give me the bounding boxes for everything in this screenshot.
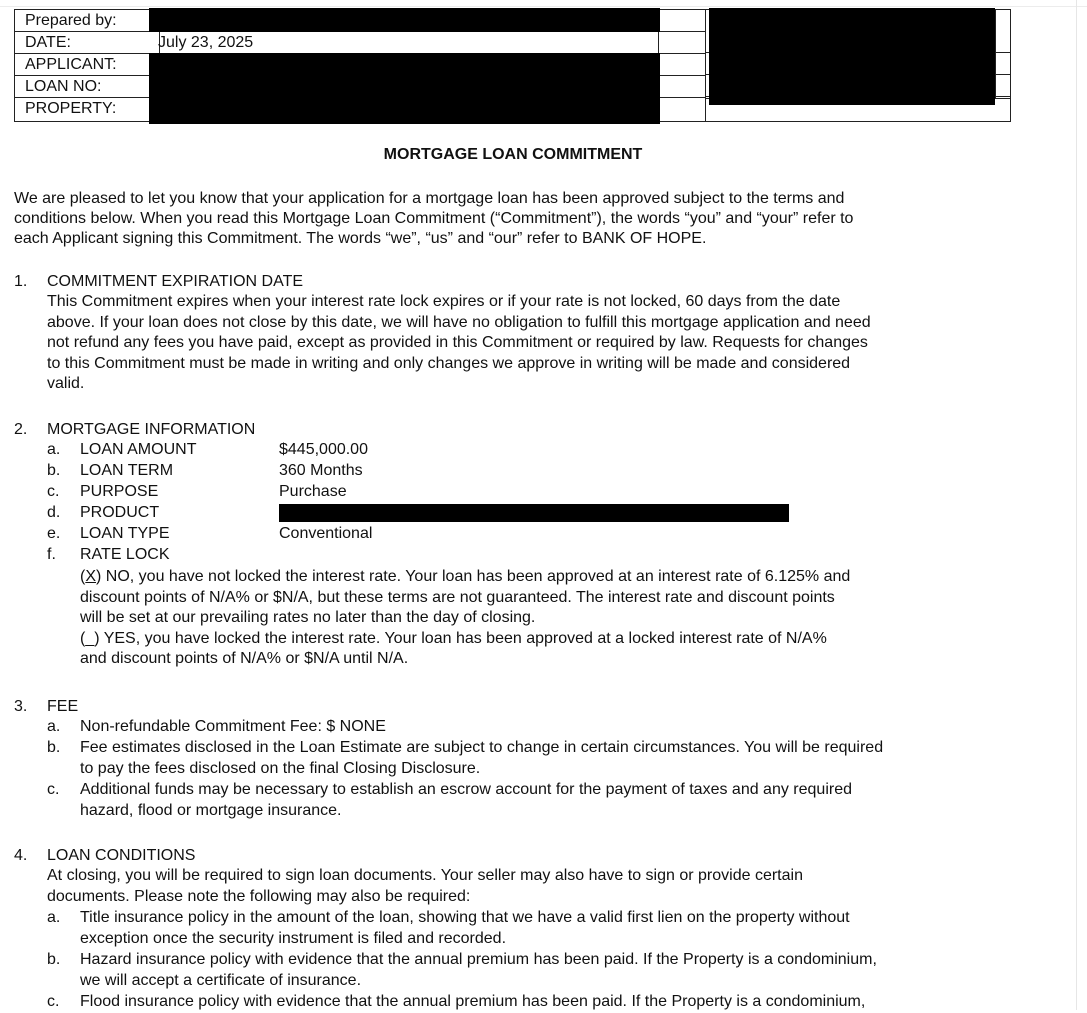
condition-item-text	[80, 992, 1020, 1013]
intro-paragraph	[14, 189, 1014, 249]
item-line: Fee estimates disclosed in the Loan Estimate are subject to change in certain circumstances. You will be required	[80, 739, 884, 756]
redaction-block	[149, 8, 660, 32]
loan-no-label: LOAN NO:	[15, 76, 160, 97]
item-letter: e.	[47, 525, 61, 542]
item-letter: c.	[47, 483, 60, 500]
header-table	[14, 9, 1011, 122]
section-heading: MORTGAGE INFORMATION	[47, 421, 256, 438]
rate-lock-no-line: discount points of N/A% or $N/A, but these terms are not guaranteed. The interest rate and discount points	[80, 588, 835, 606]
property-label: PROPERTY:	[15, 98, 160, 119]
item-letter: a.	[47, 441, 61, 458]
rate-lock-label: RATE LOCK	[80, 546, 170, 563]
rate-lock-yes-line: and discount points of N/A% or $N/A until N/A.	[80, 650, 409, 667]
fee-item-text	[80, 717, 1020, 738]
body-line: valid.	[47, 375, 85, 392]
section-number: 1.	[14, 273, 28, 290]
body-line: not refund any fees you have paid, except as provided in this Commitment or required by law. Requests for changes	[47, 334, 868, 351]
item-letter: c.	[47, 993, 60, 1010]
section-body	[47, 292, 1012, 395]
row-date	[15, 32, 705, 54]
item-letter: a.	[47, 909, 61, 926]
section-number: 2.	[14, 421, 28, 438]
item-line: exception once the security instrument is filed and recorded.	[80, 929, 507, 947]
section-heading: LOAN CONDITIONS	[47, 847, 196, 864]
fee-item-text	[80, 780, 1020, 821]
loan-term-label: LOAN TERM	[80, 462, 174, 479]
item-letter: b.	[47, 951, 61, 968]
redaction-block	[709, 8, 995, 105]
date-label: DATE:	[15, 32, 160, 53]
item-letter: d.	[47, 504, 61, 521]
item-line: we will accept a certificate of insurance.	[80, 971, 362, 989]
item-line: Flood insurance policy with evidence that the annual premium has been paid. If the Property is a condominium,	[80, 993, 866, 1010]
item-letter: a.	[47, 718, 61, 735]
item-letter: b.	[47, 462, 61, 479]
condition-item-text	[80, 950, 1020, 991]
condition-item-text	[80, 908, 1020, 949]
item-letter: c.	[47, 781, 60, 798]
body-line: to this Commitment must be made in writing and only changes we approve in writing will be made and considered	[47, 354, 851, 372]
loan-type-label: LOAN TYPE	[80, 525, 170, 542]
intro-line: We are pleased to let you know that your application for a mortgage loan has been approved subject to the terms and	[14, 190, 845, 207]
rate-lock-no-line: will be set at our prevailing rates no later than the day of closing.	[80, 609, 536, 626]
item-letter: f.	[47, 546, 56, 563]
item-line: Hazard insurance policy with evidence that the annual premium has been paid. If the Property is a condominium,	[80, 951, 877, 968]
loan-type-value: Conventional	[279, 525, 373, 542]
section-number: 3.	[14, 698, 28, 715]
fee-item-text	[80, 738, 1020, 779]
product-label: PRODUCT	[80, 504, 160, 521]
document-title: MORTGAGE LOAN COMMITMENT	[383, 146, 643, 163]
item-line: to pay the fees disclosed on the final Closing Disclosure.	[80, 759, 481, 777]
redaction-block	[149, 53, 660, 124]
item-line: hazard, flood or mortgage insurance.	[80, 801, 342, 819]
body-line: documents. Please note the following may also be required:	[47, 887, 471, 905]
intro-line: each Applicant signing this Commitment. The words “we”, “us” and “our” refer to BANK OF HOPE.	[14, 230, 707, 247]
body-line: This Commitment expires when your interest rate lock expires or if your rate is not locked, 60 days from the date	[47, 293, 841, 310]
rate-lock-no-text: NO, you have not locked the interest rate. Your loan has been approved at an interest rate of 6.125% and	[105, 568, 851, 585]
section-body	[47, 866, 1012, 907]
section-heading: FEE	[47, 698, 79, 715]
item-line: Additional funds may be necessary to establish an escrow account for the payment of taxes and any required	[80, 781, 852, 798]
rate-lock-no-line: (X) NO, you have not locked the interest rate. Your loan has been approved at an interest rate of 6.125% and	[80, 568, 851, 585]
page-right-border	[1076, 0, 1077, 1010]
purpose-value: Purchase	[279, 483, 347, 500]
loan-amount-value: $445,000.00	[279, 441, 368, 458]
loan-term-value: 360 Months	[279, 462, 363, 479]
body-line: At closing, you will be required to sign loan documents. Your seller may also have to sign or provide certain	[47, 867, 803, 884]
prepared-by-label: Prepared by:	[15, 10, 160, 31]
section-number: 4.	[14, 847, 28, 864]
date-value: July 23, 2025	[158, 34, 254, 51]
item-line: Non-refundable Commitment Fee: $ NONE	[80, 718, 386, 735]
intro-line: conditions below. When you read this Mortgage Loan Commitment (“Commitment”), the words “you” and “your” refer to	[14, 210, 854, 227]
item-line: Title insurance policy in the amount of the loan, showing that we have a valid first lien on the property without	[80, 909, 850, 926]
redaction-block	[279, 504, 789, 522]
loan-amount-label: LOAN AMOUNT	[80, 441, 197, 458]
item-letter: b.	[47, 739, 61, 756]
purpose-label: PURPOSE	[80, 483, 159, 500]
rate-lock-no-mark: X	[85, 568, 96, 585]
applicant-label: APPLICANT:	[15, 54, 160, 75]
section-heading: COMMITMENT EXPIRATION DATE	[47, 273, 304, 290]
rate-lock-no-option	[80, 567, 990, 670]
body-line: above. If your loan does not close by this date, we will have no obligation to fulfill this mortgage application and need	[47, 313, 871, 331]
rate-lock-yes-line: (_) YES, you have locked the interest rate. Your loan has been approved at a locked interest rate of N/A%	[80, 629, 827, 647]
